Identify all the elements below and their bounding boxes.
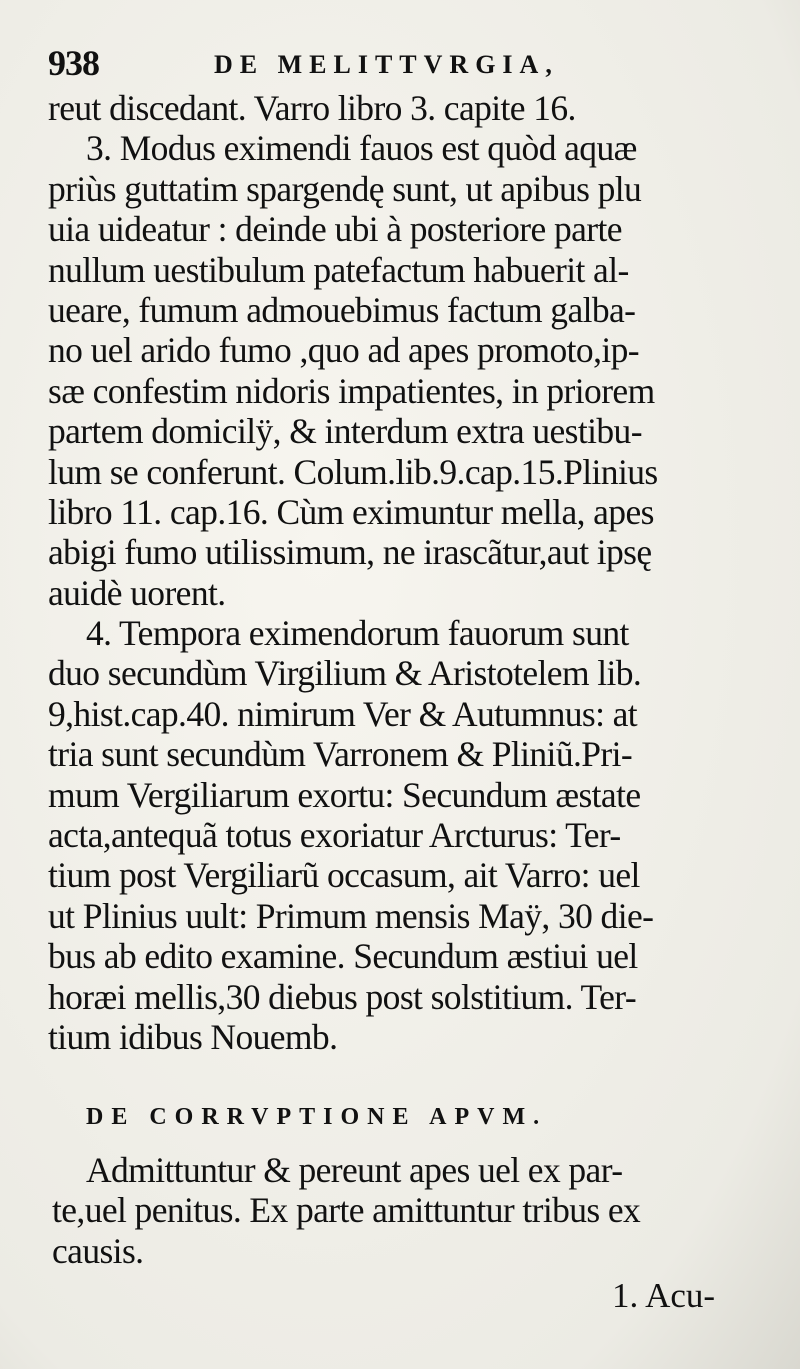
text-line: tria sunt secundùm Varronem & Pliniũ.Pri-: [48, 734, 633, 775]
text-line: tium post Vergiliarũ occasum, ait Varro: uel: [48, 855, 640, 896]
text-line: nullum uestibulum patefactum habuerit al-: [48, 249, 629, 290]
text-line: uia uideatur : deinde ubi à posteriore parte: [48, 209, 622, 250]
text-line: priùs guttatim spargendę sunt, ut apibus plu: [48, 168, 642, 209]
text-line: abigi fumo utilissimum, ne irascãtur,aut ipsę: [48, 532, 652, 573]
text-line: 9,hist.cap.40. nimirum Ver & Autumnus: at: [48, 693, 638, 734]
section-text: [52, 1150, 752, 1271]
text-line: Admittuntur & pereunt apes uel ex par-: [86, 1150, 623, 1190]
text-line: no uel arido fumo ,quo ad apes promoto,ip-: [48, 330, 639, 371]
text-line: partem domicilÿ, & interdum extra uestibu-: [48, 411, 642, 452]
catchword: 1. Acu-: [612, 1276, 716, 1315]
page-header: [48, 42, 748, 92]
text-line: causis.: [52, 1230, 144, 1271]
text-line: sæ confestim nidoris impatientes, in priorem: [48, 370, 655, 411]
text-line: duo secundùm Virgilium & Aristotelem lib.: [48, 653, 642, 694]
text-line: bus ab edito examine. Secundum æstiui uel: [48, 936, 638, 977]
text-line: ueare, fumum admouebimus factum galba-: [48, 289, 636, 330]
text-line: mum Vergiliarum exortu: Secundum æstate: [48, 774, 641, 815]
main-text: [48, 88, 748, 1057]
page-number: 938: [48, 43, 99, 83]
text-line: tium idibus Nouemb.: [48, 1016, 338, 1057]
text-line: libro 11. cap.16. Cùm eximuntur mella, apes: [48, 491, 654, 532]
text-line: ut Plinius uult: Primum mensis Maÿ, 30 die-: [48, 895, 654, 936]
text-line: 4. Tempora eximendorum fauorum sunt: [86, 613, 629, 654]
running-title: DE MELITTVRGIA,: [214, 50, 559, 79]
text-line: 3. Modus eximendi fauos est quòd aquæ: [86, 128, 637, 169]
text-line: te,uel penitus. Ex parte amittuntur tribus ex: [52, 1190, 641, 1231]
text-line: reut discedant. Varro libro 3. capite 16.: [48, 88, 576, 128]
text-line: acta,antequã totus exoriatur Arcturus: Ter-: [48, 815, 621, 856]
text-line: auidè uorent.: [48, 572, 226, 613]
text-line: lum se conferunt. Colum.lib.9.cap.15.Plinius: [48, 451, 658, 492]
text-line: horæi mellis,30 diebus post solstitium. Ter-: [48, 976, 637, 1017]
section-heading: DE CORRVPTIONE APVM.: [86, 1104, 548, 1130]
